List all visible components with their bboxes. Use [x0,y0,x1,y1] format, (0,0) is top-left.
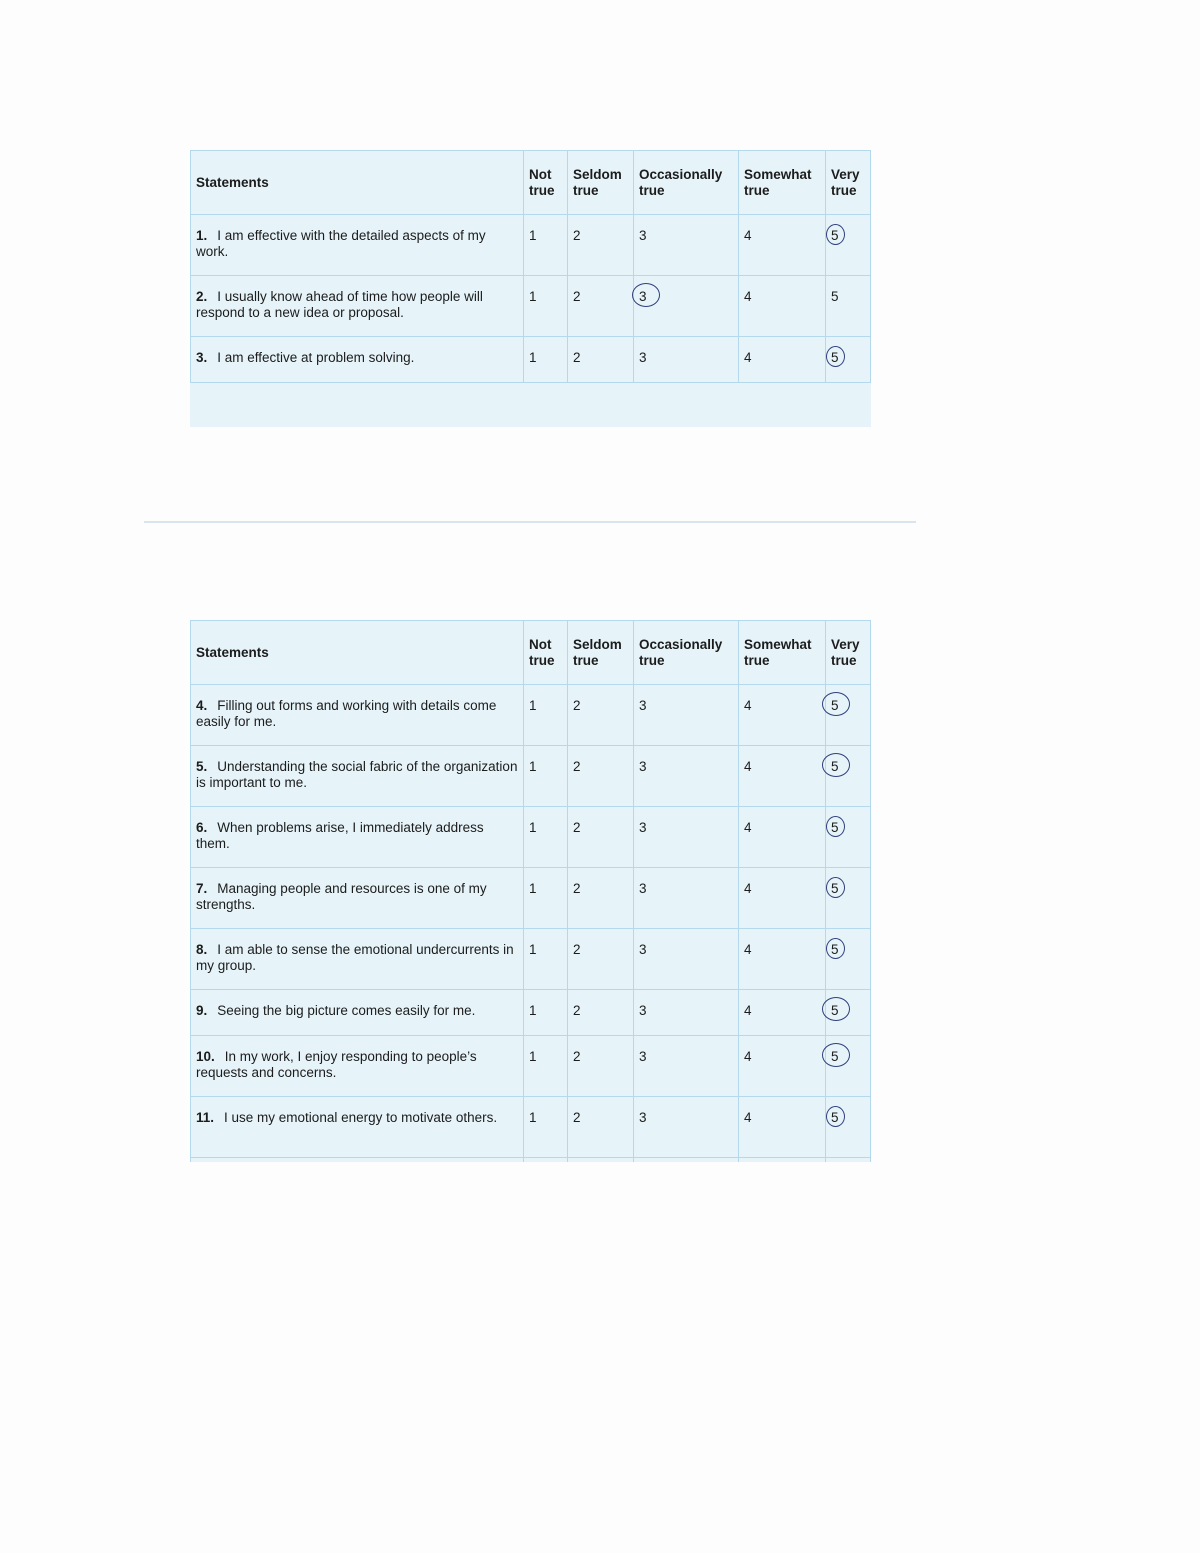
rating-option-5-circled[interactable] [826,1097,871,1158]
statement-cell [191,215,524,276]
rating-option-2[interactable]: 2 [568,337,634,383]
table-row [191,990,871,1036]
rating-option-2[interactable]: 2 [568,929,634,990]
table-header-row [191,151,871,215]
rating-option-5[interactable]: 5 [826,276,871,337]
rating-option-1[interactable]: 1 [524,276,568,337]
seldom-true-header: Seldom true [568,621,634,685]
statement-text: I use my emotional energy to motivate others. [224,1110,498,1125]
rating-option-5-circled[interactable] [826,929,871,990]
table-row [191,685,871,746]
statement-text: Seeing the big picture comes easily for me. [217,1003,476,1018]
rating-option-3[interactable]: 3 [634,685,739,746]
rating-option-4[interactable]: 4 [739,215,826,276]
statement-cell [191,1097,524,1158]
rating-option-1[interactable]: 1 [524,1097,568,1158]
rating-option-2[interactable]: 2 [568,1097,634,1158]
circled-answer: 5 [831,1110,839,1125]
seldom-true-header: Seldom true [568,151,634,215]
somewhat-true-header: Somewhat true [739,151,826,215]
rating-option-5-circled[interactable] [826,868,871,929]
statement-number: 8. [196,942,208,957]
statement-text: I am effective at problem solving. [217,350,415,365]
rating-option-4[interactable]: 4 [739,807,826,868]
rating-option-2[interactable]: 2 [568,276,634,337]
statement-text: Filling out forms and working with details come easily for me. [196,698,497,729]
rating-option-3[interactable]: 3 [634,1097,739,1158]
statements-header: Statements [191,621,524,685]
statement-number: 11. [196,1110,215,1125]
somewhat-true-header: Somewhat true [739,621,826,685]
table-row [191,746,871,807]
table-row [191,807,871,868]
circled-answer: 5 [831,820,839,835]
not-true-header: Not true [524,151,568,215]
not-true-header: Not true [524,621,568,685]
rating-option-2[interactable]: 2 [568,685,634,746]
statement-text: Understanding the social fabric of the organization is important to me. [196,759,518,790]
occasionally-true-header: Occasionally true [634,151,739,215]
rating-option-4[interactable]: 4 [739,1036,826,1097]
rating-option-5-circled[interactable] [826,990,871,1036]
rating-option-2[interactable]: 2 [568,1036,634,1097]
statement-number: 7. [196,881,208,896]
statement-cell [191,990,524,1036]
table-row [191,868,871,929]
table-row [191,276,871,337]
rating-option-2[interactable]: 2 [568,868,634,929]
rating-option-5-circled[interactable] [826,746,871,807]
rating-option-3[interactable]: 3 [634,868,739,929]
rating-option-1[interactable]: 1 [524,990,568,1036]
table-cut-edge [191,1158,871,1163]
very-true-header: Very true [826,151,871,215]
rating-option-1[interactable]: 1 [524,1036,568,1097]
rating-option-1[interactable]: 1 [524,868,568,929]
rating-option-5-circled[interactable] [826,215,871,276]
statement-cell [191,276,524,337]
occasionally-true-header: Occasionally true [634,621,739,685]
table-row [191,215,871,276]
statement-number: 9. [196,1003,208,1018]
statements-header: Statements [191,151,524,215]
rating-option-5-circled[interactable] [826,1036,871,1097]
statement-number: 2. [196,289,208,304]
statement-cell [191,1036,524,1097]
statement-text: When problems arise, I immediately address them. [196,820,484,851]
very-true-header: Very true [826,621,871,685]
circled-answer: 5 [831,350,839,365]
statement-text: I am effective with the detailed aspects of my work. [196,228,486,259]
statement-number: 4. [196,698,208,713]
circled-answer: 5 [831,881,839,896]
table-row [191,337,871,383]
statement-text: I am able to sense the emotional undercurrents in my group. [196,942,514,973]
statement-number: 10. [196,1049,215,1064]
statement-number: 5. [196,759,208,774]
statement-number: 1. [196,228,208,243]
rating-option-3[interactable]: 3 [634,746,739,807]
rating-option-4[interactable]: 4 [739,746,826,807]
statement-number: 3. [196,350,208,365]
rating-option-4[interactable]: 4 [739,276,826,337]
table-row [191,1097,871,1158]
rating-option-1[interactable]: 1 [524,807,568,868]
statement-cell [191,337,524,383]
rating-option-1[interactable]: 1 [524,215,568,276]
rating-option-2[interactable]: 2 [568,215,634,276]
statement-cell [191,868,524,929]
rating-option-3[interactable]: 3 [634,215,739,276]
statement-cell [191,746,524,807]
statement-number: 6. [196,820,208,835]
statement-cell [191,807,524,868]
rating-option-1[interactable]: 1 [524,746,568,807]
circled-answer: 5 [831,228,839,243]
rating-option-3[interactable]: 3 [634,1036,739,1097]
rating-option-3[interactable]: 3 [634,929,739,990]
statement-text: Managing people and resources is one of my strengths. [196,881,487,912]
rating-option-1[interactable]: 1 [524,685,568,746]
rating-option-3-circled[interactable] [634,276,739,337]
survey-table-2 [190,620,871,1162]
rating-option-1[interactable]: 1 [524,337,568,383]
rating-option-3[interactable]: 3 [634,337,739,383]
table-row [191,1036,871,1097]
rating-option-4[interactable]: 4 [739,990,826,1036]
table-footer-spacer [191,383,871,428]
circled-answer: 3 [639,289,647,304]
circled-answer: 5 [831,1049,839,1064]
table-header-row [191,621,871,685]
circled-answer: 5 [831,759,839,774]
circled-answer: 5 [831,1003,839,1018]
rating-option-4[interactable]: 4 [739,1097,826,1158]
rating-option-4[interactable]: 4 [739,337,826,383]
statement-text: In my work, I enjoy responding to people’s requests and concerns. [196,1049,477,1080]
rating-option-4[interactable]: 4 [739,929,826,990]
circled-answer: 5 [831,942,839,957]
rating-option-2[interactable]: 2 [568,990,634,1036]
section-divider [144,521,916,523]
statement-cell [191,929,524,990]
rating-option-4[interactable]: 4 [739,685,826,746]
statement-cell [191,685,524,746]
circled-answer: 5 [831,698,839,713]
rating-option-2[interactable]: 2 [568,746,634,807]
rating-option-5-circled[interactable] [826,337,871,383]
statement-text: I usually know ahead of time how people will respond to a new idea or proposal. [196,289,483,320]
rating-option-4[interactable]: 4 [739,868,826,929]
rating-option-2[interactable]: 2 [568,807,634,868]
rating-option-5-circled[interactable] [826,807,871,868]
rating-option-3[interactable]: 3 [634,990,739,1036]
survey-table-1 [190,150,871,427]
table-row [191,929,871,990]
rating-option-1[interactable]: 1 [524,929,568,990]
rating-option-3[interactable]: 3 [634,807,739,868]
rating-option-5-circled[interactable] [826,685,871,746]
